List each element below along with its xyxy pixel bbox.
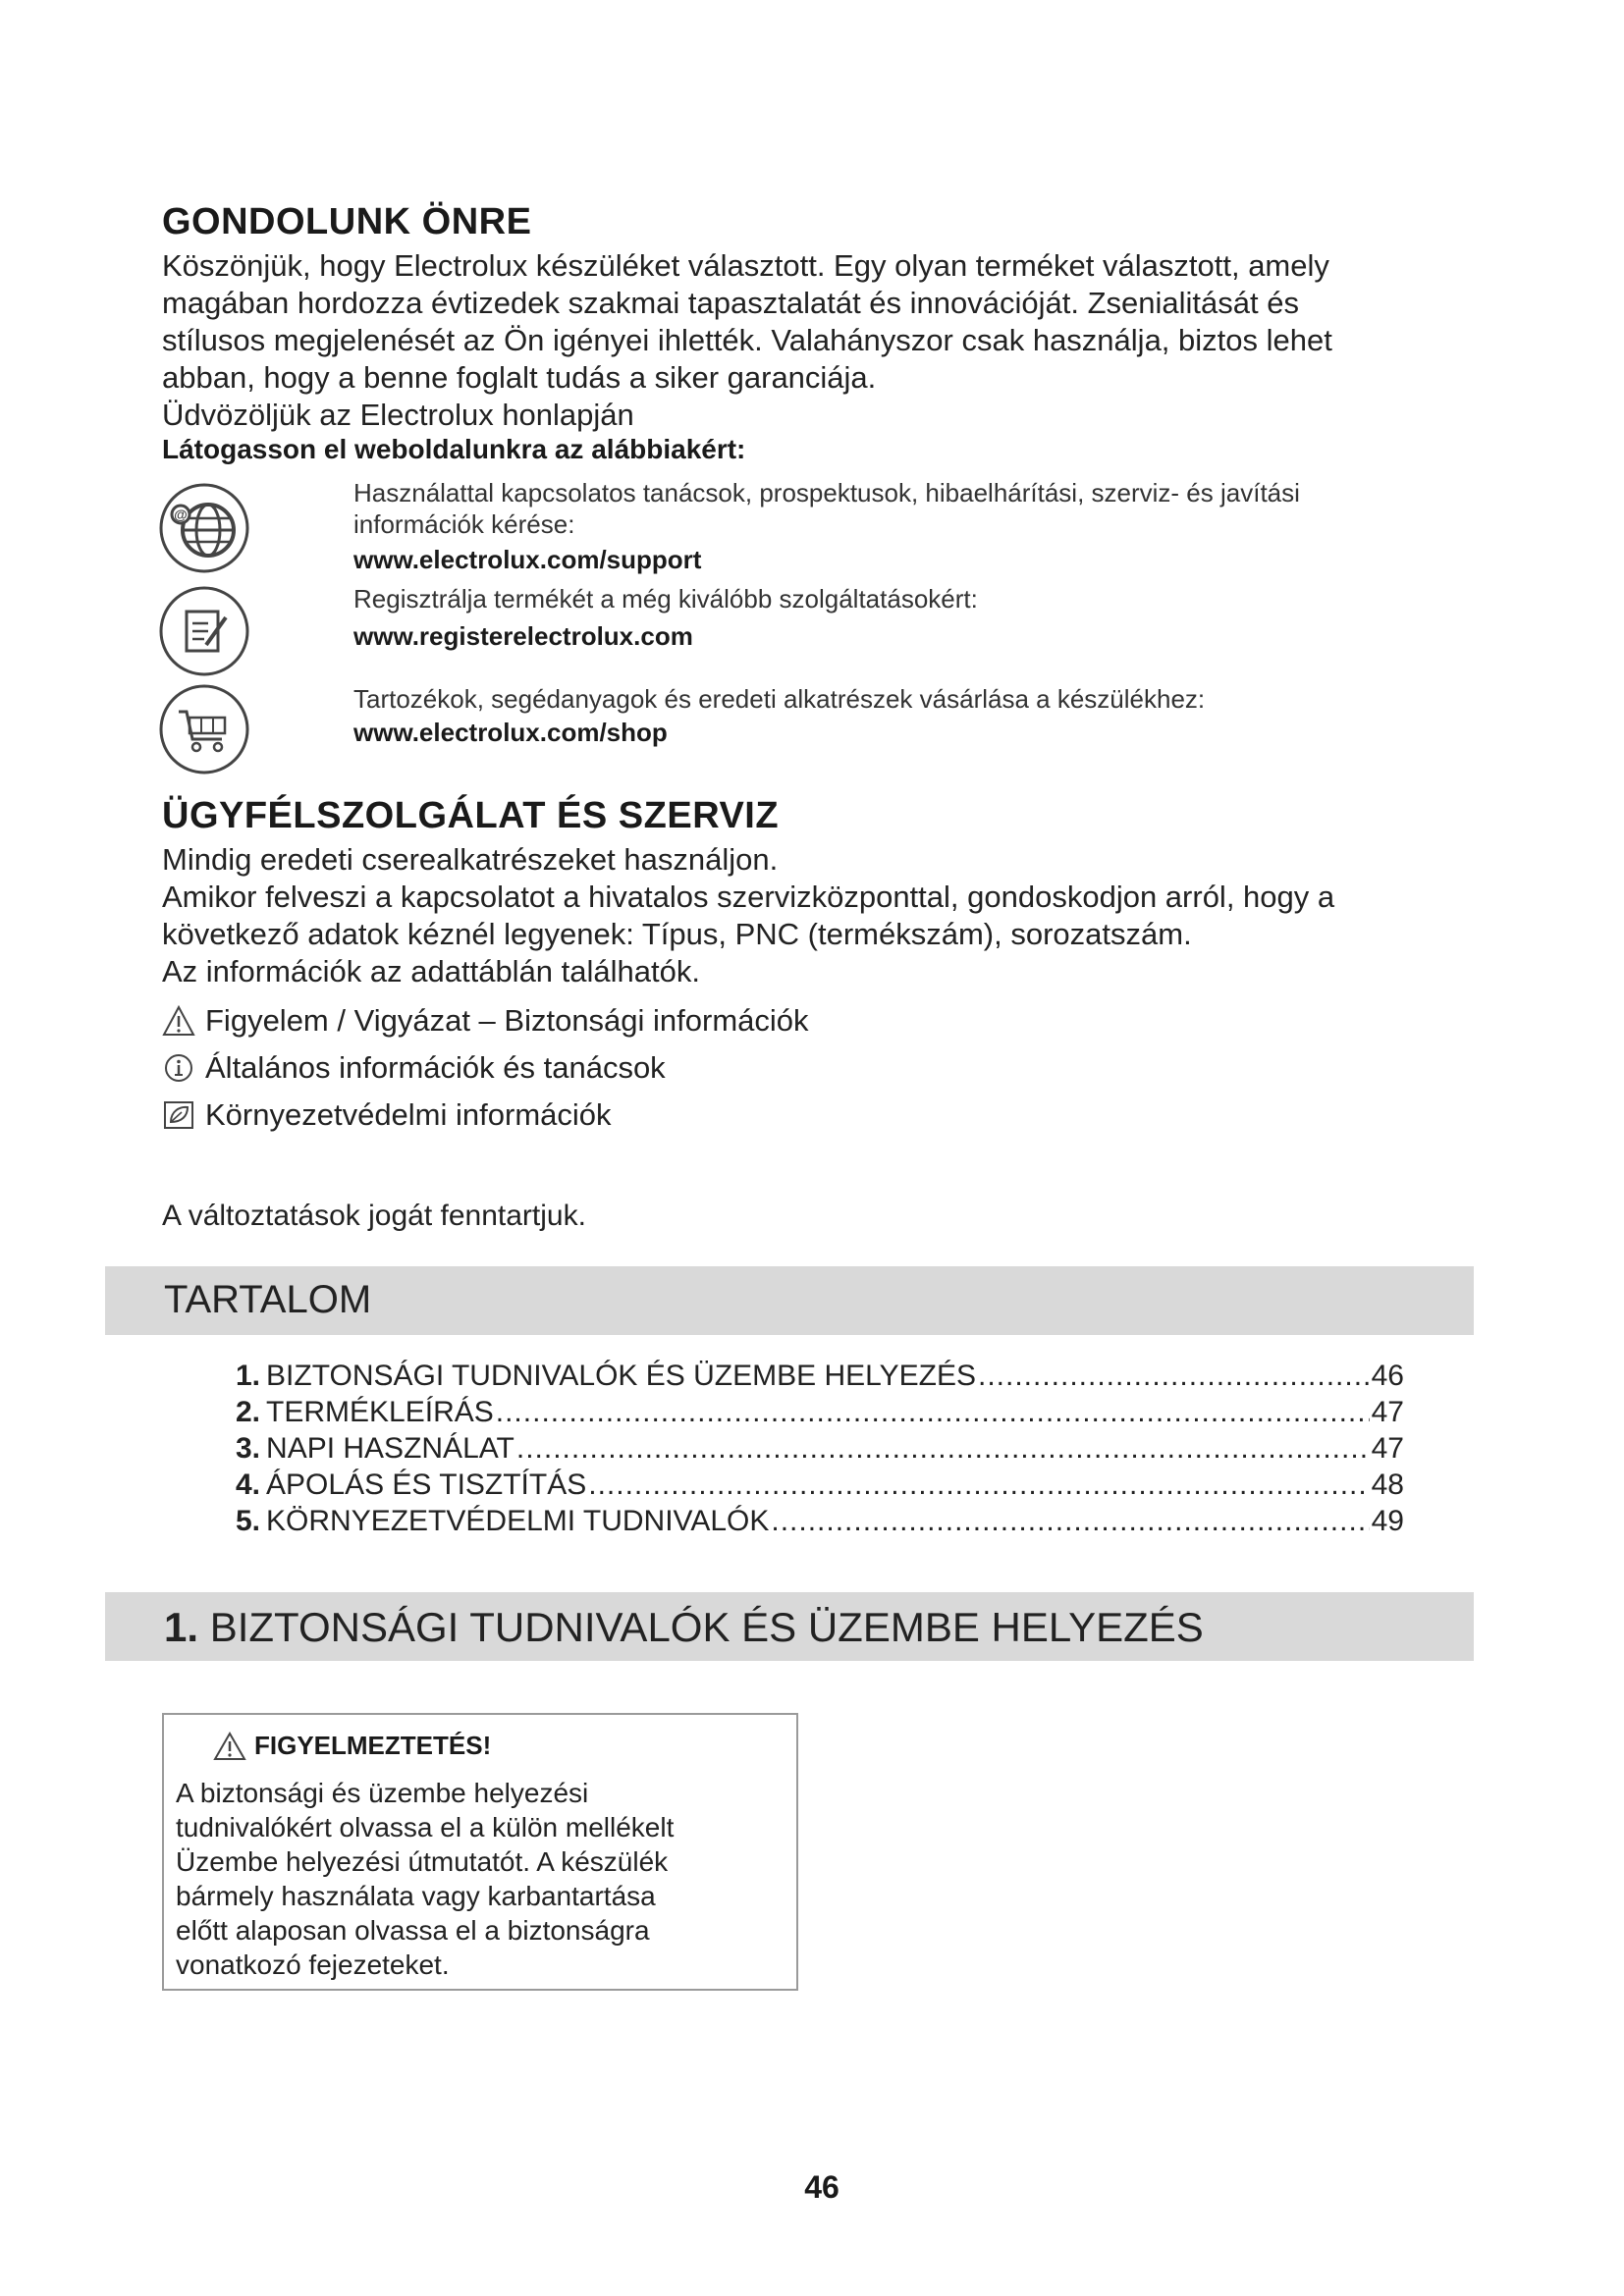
intro-heading: GONDOLUNK ÖNRE [162,201,532,242]
warning-icon [213,1732,246,1761]
shop-url[interactable]: www.electrolux.com/shop [353,718,668,747]
toc-title: TARTALOM [164,1278,372,1321]
toc-item[interactable] [236,1432,1404,1469]
service-paragraph [162,841,1478,990]
rights-note: A változtatások jogát fenntartjuk. [162,1200,586,1232]
section1-label: BIZTONSÁGI TUDNIVALÓK ÉS ÜZEMBE HELYEZÉS [209,1604,1204,1650]
toc-item-page: 49 [1371,1505,1404,1537]
legend-info-label: Általános információk és tanácsok [205,1050,666,1085]
svg-text:@: @ [174,507,188,522]
support-url[interactable]: www.electrolux.com/support [353,545,702,574]
warning-box-header [213,1731,491,1761]
warning-line: tudnivalókért olvassa el a külön mellékelt [176,1812,675,1842]
toc-item[interactable] [236,1505,1404,1542]
toc-item-num: 2. [236,1396,261,1428]
register-desc: Regisztrálja termékét a még kiválóbb szolgáltatásokért: [353,584,978,614]
visit-label: Látogasson el weboldalunkra az alábbiakért: [162,434,746,464]
info-icon [162,1052,195,1084]
page-number: 46 [804,2169,839,2205]
intro-line: abban, hogy a benne foglalt tudás a siker garanciája. [162,360,877,395]
legend-warning-label: Figyelem / Vigyázat – Biztonsági információk [205,1003,809,1038]
toc-item-label: KÖRNYEZETVÉDELMI TUDNIVALÓK [266,1505,770,1537]
intro-line: stílusos megjelenését az Ön igényei ihlették. Valahányszor csak használja, biztos lehet [162,323,1332,357]
legend-environment-label: Környezetvédelmi információk [205,1097,612,1132]
service-line: következő adatok kéznél legyenek: Típus, PNC (termékszám), sorozatszám. [162,917,1192,951]
warning-box-title: FIGYELMEZTETÉS! [254,1731,492,1760]
warning-line: bármely használata vagy karbantartása [176,1881,656,1911]
toc-item-page: 47 [1371,1432,1404,1465]
toc-item-label: NAPI HASZNÁLAT [266,1432,514,1465]
legend-info [162,1048,666,1088]
intro-line: Köszönjük, hogy Electrolux készüléket választott. Egy olyan terméket választott, amely [162,248,1329,283]
globe-icon [157,481,251,575]
toc-leader [588,1468,1369,1502]
warning-line: A biztonsági és üzembe helyezési [176,1778,589,1808]
register-link-block [353,583,1473,652]
toc-item-label: TERMÉKLEÍRÁS [266,1396,494,1428]
warning-line: Üzembe helyezési útmutatót. A készülék [176,1846,669,1877]
section1-num: 1. [164,1604,199,1650]
service-line: Az információk az adattáblán találhatók. [162,954,700,988]
section1-title [164,1604,1204,1651]
support-desc: információk kérése: [353,509,575,539]
intro-line: magában hordozza évtizedek szakmai tapasztalatát és innovációját. Zsenialitását és [162,286,1299,320]
toc-item-label: BIZTONSÁGI TUDNIVALÓK ÉS ÜZEMBE HELYEZÉS [266,1360,976,1392]
toc-item[interactable] [236,1360,1404,1397]
toc-leader [978,1360,1370,1393]
toc-item-num: 5. [236,1505,261,1537]
toc-item-num: 4. [236,1468,261,1501]
intro-paragraph [162,247,1478,434]
section1-band [105,1592,1474,1661]
shop-desc: Tartozékok, segédanyagok és eredeti alkatrészek vásárlása a készülékhez: [353,684,1206,714]
toc-leader [771,1505,1369,1538]
warning-line: előtt alaposan olvassa el a biztonságra [176,1915,650,1946]
support-link-block [353,477,1473,575]
service-line: Mindig eredeti cserealkatrészeket használjon. [162,842,779,877]
support-desc: Használattal kapcsolatos tanácsok, prospektusok, hibaelhárítási, szerviz- és javítási [353,478,1300,507]
service-line: Amikor felveszi a kapcsolatot a hivatalos szervizközponttal, gondoskodjon arról, hogy a [162,880,1335,914]
toc-item-page: 46 [1371,1360,1404,1392]
toc-item[interactable] [236,1468,1404,1506]
intro-line: Üdvözöljük az Electrolux honlapján [162,398,634,432]
warning-box-body [176,1776,794,1982]
legend-environment [162,1095,612,1135]
register-icon [157,584,251,678]
toc-band [105,1266,1474,1335]
warning-icon [162,1005,195,1037]
cart-icon [157,682,251,776]
toc-item-page: 47 [1371,1396,1404,1428]
register-url[interactable]: www.registerelectrolux.com [353,621,693,651]
toc-item-page: 48 [1371,1468,1404,1501]
toc-item[interactable] [236,1396,1404,1433]
service-heading: ÜGYFÉLSZOLGÁLAT ÉS SZERVIZ [162,795,780,836]
shop-link-block [353,683,1473,748]
toc-leader [516,1432,1370,1466]
toc-item-num: 1. [236,1360,261,1392]
warning-box [162,1713,798,1991]
legend-warning [162,1001,809,1041]
environment-icon [162,1099,195,1131]
toc-item-label: ÁPOLÁS ÉS TISZTÍTÁS [266,1468,587,1501]
warning-line: vonatkozó fejezeteket. [176,1949,450,1980]
toc-leader [496,1396,1370,1429]
toc-item-num: 3. [236,1432,261,1465]
